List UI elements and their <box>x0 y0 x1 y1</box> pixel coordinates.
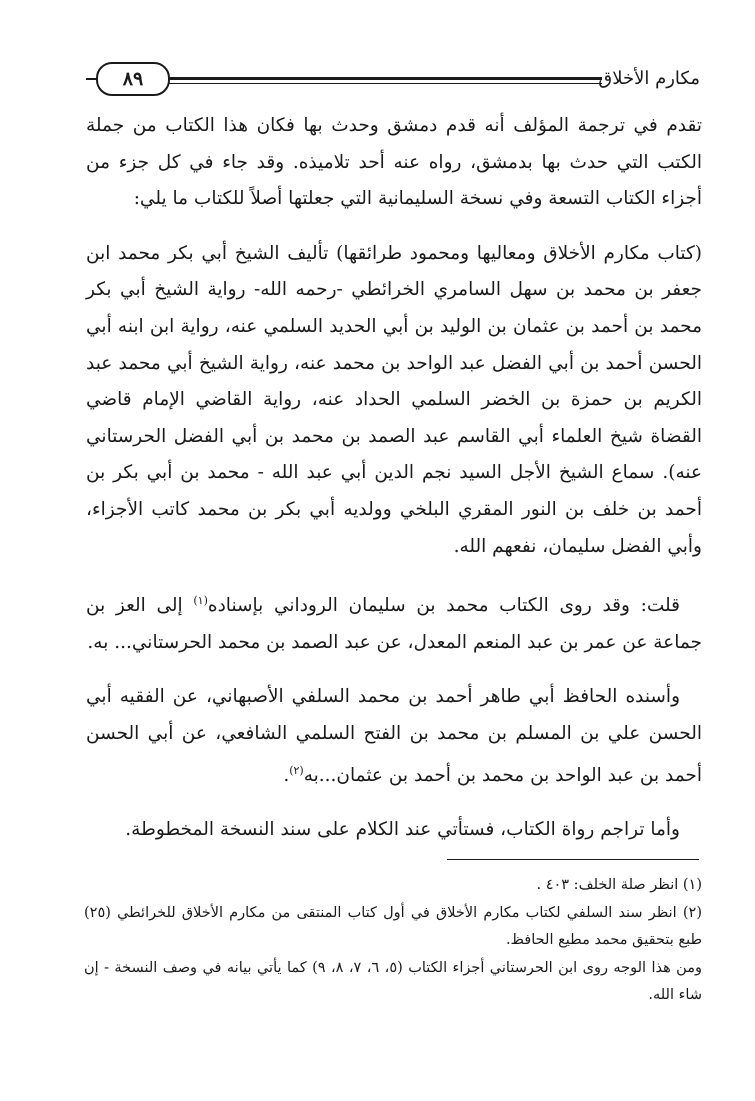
body-text <box>86 108 702 867</box>
paragraph-narrators: وأما تراجم رواة الكتاب، فستأتي عند الكلام على سند النسخة المخطوطة. <box>125 819 680 841</box>
page-number: ٨٩ <box>122 68 144 90</box>
paragraph-rodani-chain <box>86 583 702 661</box>
paragraph-silafi-chain <box>86 679 702 794</box>
page-number-badge <box>96 62 170 96</box>
paragraph-text: . <box>283 764 290 786</box>
footnote-2: (٢) انظر سند السلفي لكتاب مكارم الأخلاق في أول كتاب المنتقى من مكارم الأخلاق للخرائطي (٢٥) طبع بتحقيق محمد مطيع الحافظ. <box>84 904 702 948</box>
page-header <box>96 58 700 102</box>
footnotes <box>84 872 702 1010</box>
footnote-1: (١) انظر صلة الخلف: ٤٠٣ . <box>536 877 702 893</box>
running-title: مكارم الأخلاق <box>598 68 700 89</box>
paragraph-text: وأسنده الحافظ أبي طاهر أحمد بن محمد السلفي الأصبهاني، عن الفقيه أبي الحسن علي بن المسلم بن محمد بن الفتح السلمي الشافعي، عن أبي الحسن أحمد بن عبد الواحد بن محمد بن أحمد بن عثمان...به <box>86 686 702 786</box>
header-rule <box>168 77 602 84</box>
footnote-ref-2[interactable]: (٢) <box>289 763 304 777</box>
footnote-ref-1[interactable]: (١) <box>193 594 208 608</box>
footnote-separator <box>447 859 699 860</box>
paragraph-intro: تقدم في ترجمة المؤلف أنه قدم دمشق وحدث بها فكان هذا الكتاب من جملة الكتب التي حدث بها بدمشق، رواه عنه أحد تلاميذه. وقد جاء في كل جزء من أجزاء الكتاب التسعة وفي نسخة السليمانية التي جعلتها أصلاً للكتاب ما يلي: <box>86 115 702 210</box>
paragraph-text: قلت: وقد روى الكتاب محمد بن سليمان الروداني بإسناده <box>207 595 680 617</box>
paragraph-text: إلى العز بن جماعة عن عمر بن عبد المنعم المعدل، عن عبد الصمد بن محمد الحرستاني... به. <box>86 595 702 653</box>
paragraph-manuscript-title: (كتاب مكارم الأخلاق ومعاليها ومحمود طرائقها) تأليف الشيخ أبي بكر محمد ابن جعفر بن محمد بن سهل السامري الخرائطي -رحمه الله- رواية الشيخ أبي بكر محمد بن أحمد بن عثمان بن الوليد بن أبي الحديد السلمي عنه، رواية ابن ابنه أبي الحسن أحمد بن أبي الفضل عبد الواحد بن محمد عنه، رواية الشيخ أبي محمد عبد الكريم بن حمزة بن الخضر السلمي الحداد عنه، رواية القاضي الإمام قاضي القضاة شيخ العلماء أبي القاسم عبد الصمد بن محمد بن أبي الفضل الحرستاني عنه). سماع الشيخ الأجل السيد نجم الدين أبي عبد الله - محمد بن أبي بكر بن أحمد بن خلف بن النور المقري البلخي وولديه أبي بكر بن محمد كاتب الأجزاء، وأبي الفضل سليمان، نفعهم الله. <box>86 242 702 557</box>
footnote-2-continued: ومن هذا الوجه روى ابن الحرستاني أجزاء الكتاب (٥، ٦، ٧، ٨، ٩) كما يأتي بيانه في وصف النسخة - إن شاء الله. <box>84 959 702 1003</box>
